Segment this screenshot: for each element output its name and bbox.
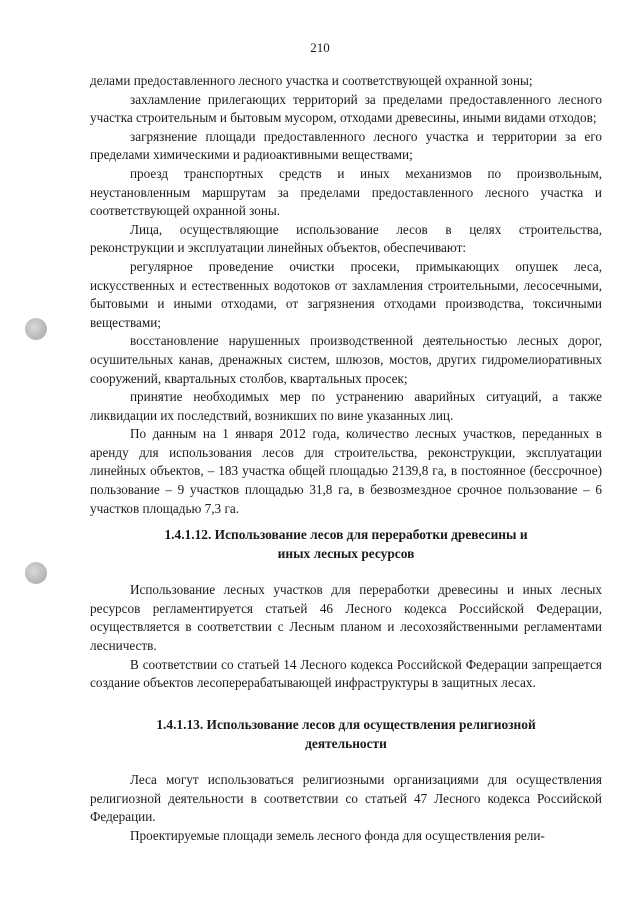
- paragraph: Использование лесных участков для переработки древесины и иных лесных ресурсов регламентируется статьей 46 Лесного кодекса Российской Федерации, осуществляется в соответствии с Лесным планом и лесохозяйственными регламентами лесничеств.: [90, 582, 602, 653]
- paragraph: захламление прилегающих территорий за пределами предоставленного лесного участка строительным и бытовым мусором, отходами древесины, иными видами отходов;: [90, 91, 602, 126]
- paragraph: проезд транспортных средств и иных механизмов по произвольным, неустановленным маршрутам за пределами предоставленного лесного участка и соответствующей охранной зоны.: [90, 165, 602, 219]
- paragraph: По данным на 1 января 2012 года, количество лесных участков, переданных в аренду для использования лесов для строительства, реконструкции, эксплуатации линейных объектов, – 183 участка общей площадью 2139,8 га, в постоянное (бессрочное) пользование – 9 участков площадью 31,8 га, в безвозмездное срочное пользование – 6 участков площадью 7,3 га.: [90, 426, 602, 516]
- paragraph: Леса могут использоваться религиозными организациями для осуществления религиозной деятельности в соответствии со статьей 47 Лесного кодекса Российской Федерации.: [90, 772, 602, 825]
- page-number: 210: [310, 40, 330, 55]
- paragraph: загрязнение площади предоставленного лесного участка и территории за его пределами химическими и радиоактивными веществами;: [90, 128, 602, 163]
- punch-hole-lower: [25, 562, 47, 584]
- paragraph: В соответствии со статьей 14 Лесного кодекса Российской Федерации запрещается создание объектов лесоперерабатывающей инфраструктуры в защитных лесах.: [90, 656, 602, 691]
- paragraph: принятие необходимых мер по устранению аварийных ситуаций, а также ликвидации их последствий, возникших по вине указанных лиц.: [90, 389, 602, 423]
- paragraph: Проектируемые площади земель лесного фонда для осуществления рели-: [130, 827, 545, 843]
- paragraph: Лица, осуществляющие использование лесов в целях строительства, реконструкции и эксплуатации линейных объектов, обеспечивают:: [90, 221, 602, 256]
- paragraph: восстановление нарушенных производственной деятельностью лесных дорог, осушительных канав, дренажных систем, шлюзов, мостов, других гидромелиоративных сооружений, квартальных столбов, квартальных просек;: [90, 333, 602, 386]
- paragraph: регулярное проведение очистки просеки, примыкающих опушек леса, искусственных и естественных водотоков от захламления строительными, лесосечными, бытовыми и иными отходами, от загрязнения отходами производства, токсичными веществами;: [90, 258, 602, 330]
- section-1-4-1-13: [90, 716, 602, 846]
- section-heading: 1.4.1.12. Использование лесов для переработки древесины и иных лесных ресурсов: [164, 527, 528, 561]
- punch-hole-upper: [25, 318, 47, 340]
- section-1-4-1-12: [90, 526, 602, 693]
- body-text-block-1: [90, 72, 602, 518]
- section-heading: 1.4.1.13. Использование лесов для осуществления религиозной деятельности: [156, 717, 536, 751]
- paragraph: делами предоставленного лесного участка и соответствующей охранной зоны;: [90, 73, 533, 88]
